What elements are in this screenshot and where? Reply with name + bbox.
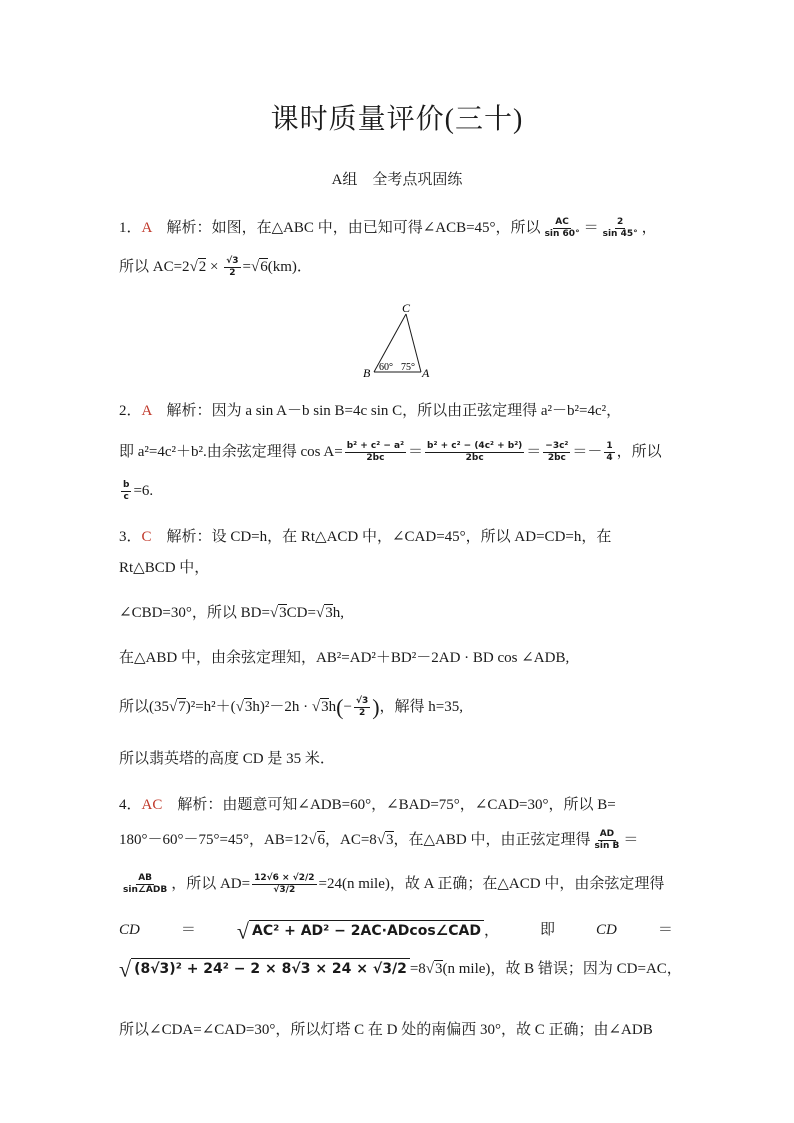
vertex-b-label: B <box>363 366 371 380</box>
q2-line2: 即 a²=4c²＋b².由余弦定理得 cos A= $\frac{\text{b² + c² − a²}}{2bc}$ ＝ $\frac{\text{b² + c² − (4c² + b²)}}{2bc}$ ＝ $\frac{\text{−3c²}}{2bc}$ ＝－ $\frac{1}{4}$ ，所以 <box>119 441 662 463</box>
section-heading: A组 全考点巩固练 <box>331 172 463 188</box>
q1-equals: ＝ <box>583 219 599 236</box>
angle-a-label: 75° <box>401 362 415 373</box>
q4-line3: $\frac{AB}{\text{sin∠ADB}}$ ，所以 AD= $\frac{12√6 \times √2/2}{√3/2}$ =24(n mile)，故 A 正确；在△ACD 中，由余弦定理得 <box>123 873 665 895</box>
q3-answer: C <box>141 529 152 545</box>
q4-line5: √ (8√3)² + 24² − 2 × 8√3 × 24 × √3/2 =8√ 3(n mile)，故 B 错误；因为 CD=AC， <box>119 958 682 980</box>
q3-line3: ∠CBD=30°，所以 BD=√ 3CD=√ 3h, <box>119 603 344 623</box>
q1-line1 <box>119 217 657 240</box>
q1-text: 如图，在△ABC 中，由已知可得∠ACB=45°，所以 <box>211 219 541 236</box>
q1-line2: 所以 AC=2√ 2 × $\frac{√3}{2}$ =√ 6(km)． <box>119 256 312 279</box>
q4-line4: CD ＝ √ AC² + AD² − 2AC·ADcos∠CAD ， 即 CD ＝ <box>119 918 673 944</box>
q1-fraction-sqrt3: $\frac{√3}{2}$ <box>226 256 239 278</box>
q1-number: 1． <box>119 219 142 236</box>
q2-answer: A <box>141 403 152 419</box>
q1-comma: ， <box>641 219 657 236</box>
q3-line1: 3．C 解析：设 CD=h，在 Rt△ACD 中，∠CAD=45°，所以 AD=CD=h，在 <box>119 529 612 545</box>
page-title: 课时质量评价(三十) <box>270 104 524 135</box>
q4-line1: 4．AC 解析：由题意可知∠ADB=60°，∠BAD=75°，∠CAD=30°，所以 B= <box>119 797 616 813</box>
q2-line3: $\frac{b}{c}$ =6. <box>123 480 154 502</box>
q4-line2: 180°－60°－75°=45°，AB=12√ 6，AC=8√ 3，在△ABD 中，由正弦定理得 $\frac{AD}{\text{sin B}}$ ＝ <box>119 829 638 852</box>
vertex-c-label: C <box>402 301 411 315</box>
q1-fraction-ac: $\frac{AC}{\sin 60^\circ}$ <box>544 217 580 239</box>
angle-b-label: 60° <box>379 362 393 373</box>
q1-answer: A <box>141 219 152 236</box>
q3-line2: Rt△BCD 中， <box>119 560 210 576</box>
q3-line4: 在△ABD 中，由余弦定理知，AB²=AD²＋BD²－2AD · BD cos ∠ADB, <box>119 650 570 666</box>
q1-label: 解析： <box>166 219 212 236</box>
q2-line1: 2．A 解析：因为 a sin A－b sin B=4c sin C，所以由正弦定理得 a²－b²=4c²， <box>119 403 622 419</box>
vertex-a-label: A <box>422 366 430 380</box>
q3-line5: 所以(35√ 7)²=h²＋(√ 3h)²－2h · √ 3h(− $\frac{√3}{2}$ )，解得 h=35, <box>119 696 463 719</box>
q4-answer: AC <box>141 797 163 813</box>
q1-fraction-2: $\frac{2}{\sin 45^\circ}$ <box>602 217 638 239</box>
q3-line6: 所以翡英塔的高度 CD 是 35 米． <box>119 751 335 767</box>
q4-line6: 所以∠CDA=∠CAD=30°，所以灯塔 C 在 D 处的南偏西 30°，故 C 正确；由∠ADB <box>119 1022 653 1038</box>
triangle-figure <box>362 300 437 380</box>
